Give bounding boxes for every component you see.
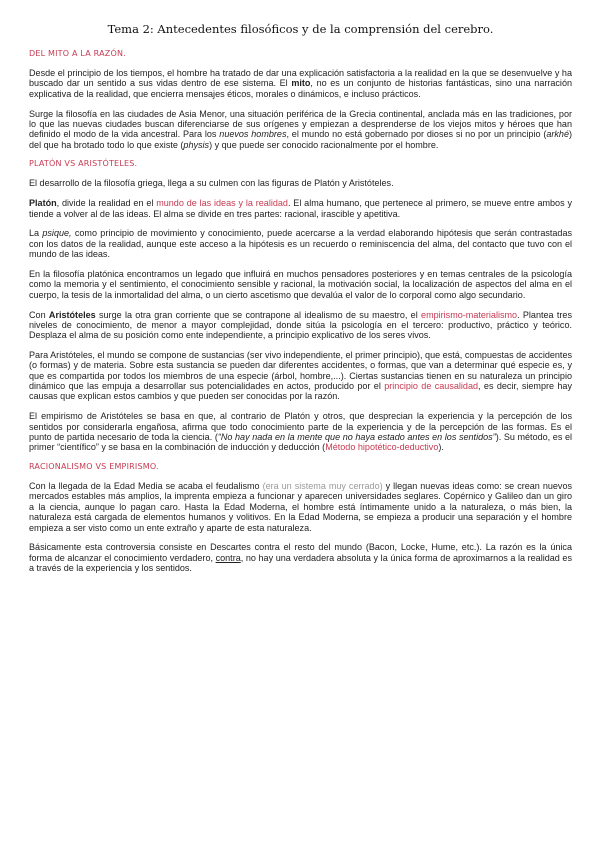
text: Con la llegada de la Edad Media se acaba el feudalismo bbox=[29, 481, 263, 492]
paragraph-platon-1: El desarrollo de la filosofía griega, llega a su culmen con las figuras de Platón y Aristóteles. bbox=[29, 178, 394, 189]
text: Con bbox=[29, 309, 49, 320]
section-heading-racionalismo: RACIONALISMO VS EMPIRISMO. bbox=[29, 462, 159, 472]
text: Para Aristóteles, el mundo se compone de sustancias (ser vivo independiente, el primer principio), que está, compuestas de accidentes (o formas) y de materia. Sobre esta sustancia se pueden dar diferentes accidentes, o formas, que van a determinar qué especie es, y que es compartida por todos los miembros de una especie (árbol, hombre,...). Ciertas sustancias tienen en su naturaleza un principio dinámico que las empuja a desarrollar sus potencialidades en actos, producido por el bbox=[29, 350, 572, 392]
term-platon: Platón bbox=[29, 198, 57, 209]
section-heading-platon: PLATÓN VS ARISTÓTELES. bbox=[29, 159, 138, 169]
paragraph-aristoteles-1 bbox=[29, 310, 572, 341]
text: , es decir, siempre hay causas que explican estos cambios y que pueden ser conocidas por la razón. bbox=[29, 381, 572, 402]
paragraph-platon-4: En la filosofía platónica encontramos un legado que influirá en muchos pensadores posteriores y en temas centrales de la psicología como la memoria y el sentimiento, el conocimiento sensible y racional, la motivación social, la localización de aspectos del alma en el cuerpo, la tesis de la inmortalidad del alma, o un cierto ascetismo que devalúa el valor de lo corporal como algo secundario. bbox=[29, 268, 572, 300]
text: , no es un conjunto de historias fantásticas, sino una narración explicativa de la realidad, que encierra mensajes éticos, morales o dinámicos, e incluso prácticos. bbox=[29, 78, 573, 99]
section-heading-mito: DEL MITO A LA RAZÓN. bbox=[29, 49, 126, 58]
paragraph-mito-1 bbox=[29, 68, 572, 99]
term-aristoteles: Aristóteles bbox=[48, 309, 96, 320]
paragraph-racionalismo-2 bbox=[29, 542, 572, 573]
text: . Plantea tres niveles de conocimiento, de menor a mayor complejidad, donde sitúa la psicología en el tercero: productivo, práctico y teórico. Desplaza el alma de su posición como ente independiente, a principio explicativo de los seres vivos. bbox=[29, 309, 572, 341]
term-mito: mito bbox=[291, 78, 311, 89]
text: ) del que ha brotado todo lo que existe ( bbox=[29, 129, 572, 150]
text: , el mundo no está gobernado por dioses si no por un principio ( bbox=[286, 129, 547, 140]
text: , no hay una verdadera absoluta y la única forma de aproximarnos a la realidad es a través de la experiencia y los sentidos. bbox=[29, 552, 572, 574]
paragraph-platon-2 bbox=[29, 198, 572, 219]
text: como principio de movimiento y conocimiento, puede acercarse a la verdad elaborando hipótesis que serán contrastadas con los datos de la realidad, aunque este acceso a la hipótesis es un recuerdo o reminiscencia del alma, del contacto que tuvo con el mundo de las ideas. bbox=[29, 228, 573, 260]
text: surge la otra gran corriente que se contrapone al idealismo de su maestro, el bbox=[95, 309, 422, 320]
text: y llegan nuevas ideas como: se crean nuevos mercados estables más amplios, la imprenta empieza a funcionar y aparecen universidades seglares. Copérnico y Galileo dan un giro a la ciencia, aunque lo pagan caro. Hasta la Edad Moderna, el hombre está íntimamente unido a la naturaleza, o más bien, la naturaleza está cargada de elementos humanos y volitivos. En la Edad Moderna, se empieza a producir una separación y el hombre empieza a ser visto como un ente extraño y aparte de esta naturaleza. bbox=[29, 481, 572, 533]
highlight-mundo-ideas: mundo de las ideas y la realidad bbox=[156, 198, 288, 209]
paragraph-aristoteles-3 bbox=[29, 411, 572, 452]
document-title: Tema 2: Antecedentes filosóficos y de la comprensión del cerebro. bbox=[107, 22, 494, 36]
text: La bbox=[29, 228, 43, 239]
term-psique: psique, bbox=[42, 228, 72, 239]
text: , divide la realidad en el bbox=[56, 198, 157, 209]
paragraph-aristoteles-2 bbox=[29, 350, 572, 402]
aside-feudalismo: (era un sistema muy cerrado) bbox=[262, 481, 383, 492]
quote-sentidos: “No hay nada en la mente que no haya estado antes en los sentidos” bbox=[217, 431, 496, 442]
text: ). Su método, es el primer “científico” y se basa en la combinación de inducción y deducción ( bbox=[29, 431, 572, 453]
text: . El alma humano, que pertenece al primero, se mueve entre ambos y tiende a volver al de las ideas. El alma se divide en tres partes: racional, irascible y apetitiva. bbox=[29, 198, 572, 219]
text: El empirismo de Aristóteles se basa en que, al contrario de Platón y otros, que desprecian la experiencia y la percepción de los sentidos por considerarla engañosa, afirma que todo conocimiento parte de la experiencia y de la percepción de las formas. Es el punto de partida necesario de toda la ciencia. ( bbox=[29, 411, 572, 442]
text: ). bbox=[438, 442, 444, 453]
term-physis: physis bbox=[183, 139, 210, 150]
highlight-empirismo: empirismo-materialismo bbox=[421, 309, 518, 320]
term-nuevos-hombres: nuevos hombres bbox=[219, 129, 287, 140]
text: Básicamente esta controversia consiste en Descartes contra el resto del mundo (Bacon, Locke, Hume, etc.). La razón es la única forma de alcanzar el conocimiento verdadero, bbox=[29, 542, 572, 563]
paragraph-racionalismo-1 bbox=[29, 481, 572, 533]
underlined-contra: contra bbox=[215, 552, 241, 563]
term-arkhe: arkhé bbox=[546, 129, 569, 140]
highlight-metodo: Método hipotético-deductivo bbox=[325, 442, 439, 453]
paragraph-platon-3 bbox=[29, 228, 572, 259]
highlight-causalidad: principio de causalidad bbox=[384, 381, 479, 392]
text: Surge la filosofía en las ciudades de Asia Menor, una situación periférica de la Grecia continental, anclada más en las tradiciones, por lo que las nuevas ciudades buscan diferenciarse de sus orígenes y empiezan a desprenderse de los viejos mitos y héroes que han definido el modo de la vida ancestral. Para los bbox=[29, 108, 572, 140]
text: Desde el principio de los tiempos, el hombre ha tratado de dar una explicación satisfactoria a la realidad en la que se desenvuelve y ha buscado dar un sentido a sus vidas dentro de ese sistema. El bbox=[29, 68, 572, 89]
text: ) y que puede ser conocido racionalmente por el hombre. bbox=[209, 139, 439, 150]
paragraph-mito-2 bbox=[29, 109, 572, 150]
